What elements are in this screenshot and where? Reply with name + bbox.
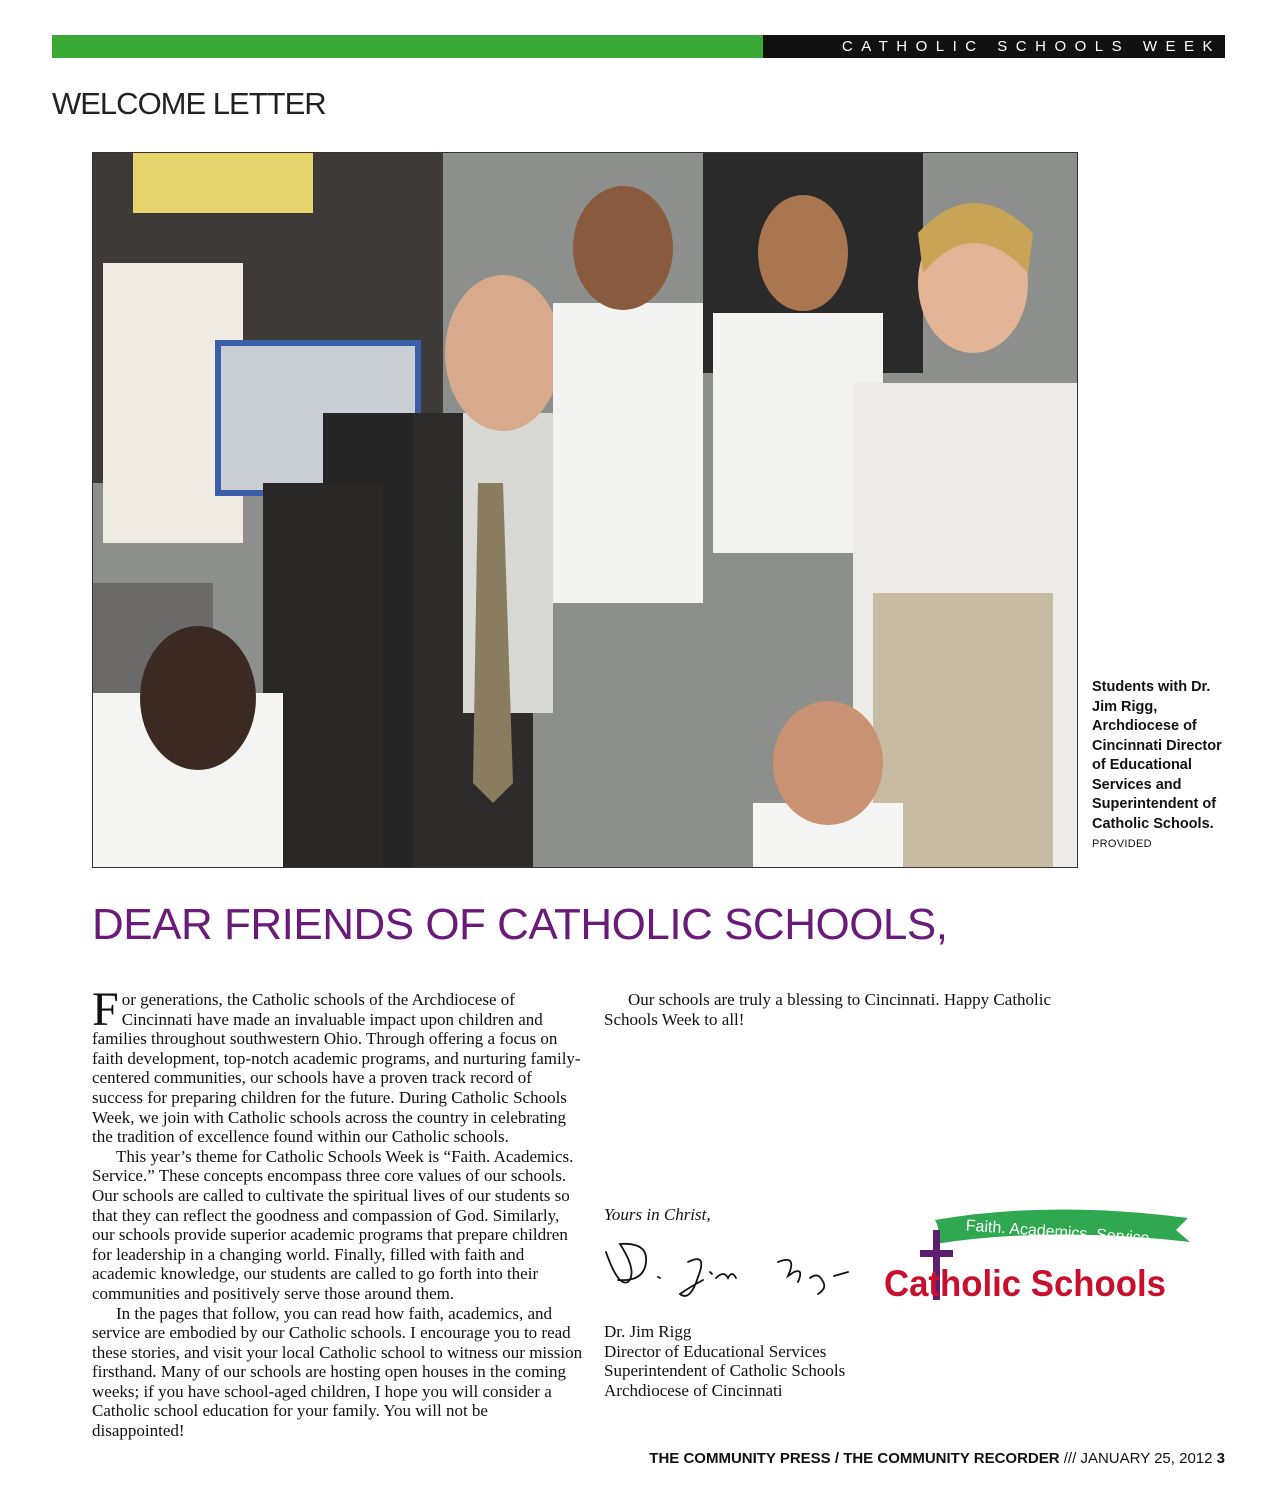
paragraph-1 [92, 983, 584, 1147]
group-photo [92, 152, 1078, 868]
logo-wordmark: Catholic Schools [884, 1263, 1166, 1304]
drop-cap: F [92, 983, 119, 1036]
article-column-1 [92, 983, 584, 1441]
photo-caption [1092, 678, 1234, 855]
signer-title-2: Superintendent of Catholic Schools [604, 1361, 846, 1381]
paragraph-1-text: or generations, the Catholic schools of the Archdiocese of Cincinnati have made an invaluable impact upon children and families throughout southwestern Ohio. Through offering a focus on faith development, top-notch academic programs, and nurturing family-centered communities, our schools have a proven track record of success for preparing children for the future. During Catholic Schools Week, we join with Catholic schools across the country in celebrating the tradition of excellence found within our Catholic schools. [92, 990, 581, 1147]
page-footer [649, 1450, 1225, 1467]
photo-credit: PROVIDED [1092, 838, 1152, 850]
section-title: WELCOME LETTER [52, 86, 326, 121]
closing-line: Yours in Christ, [604, 1205, 711, 1224]
paragraph-4: Our schools are truly a blessing to Cincinnati. Happy Catholic Schools Week to all! [604, 990, 1052, 1029]
signature-block [604, 1322, 845, 1400]
green-bar [52, 35, 763, 58]
article-column-2 [604, 990, 1104, 1029]
publication-name: THE COMMUNITY PRESS / THE COMMUNITY RECORDER [649, 1450, 1060, 1467]
signer-title-1: Director of Educational Services [604, 1341, 827, 1361]
signature [598, 1232, 858, 1312]
page-number: 3 [1216, 1450, 1225, 1467]
signer-org: Archdiocese of Cincinnati [604, 1380, 783, 1400]
footer-separator: /// [1063, 1450, 1077, 1467]
paragraph-3: In the pages that follow, you can read how faith, academics, and service are embodied by our Catholic schools. I encourage you to read these stories, and visit your local Catholic school to witness our mission firsthand. Many of our schools are hosting open houses in the coming weeks; if you have school-aged children, I hope you will consider a Catholic school education for your family. You will not be disappointed! [92, 1303, 583, 1441]
caption-text: Students with Dr. Jim Rigg, Archdiocese of Cincinnati Director of Educational Services and Superintendent of Catholic Schools. [1092, 679, 1222, 832]
ribbon-text: Faith. Academics. Service. [965, 1217, 1155, 1248]
catholic-schools-logo [880, 1200, 1200, 1310]
issue-date: JANUARY 25, 2012 [1080, 1450, 1213, 1467]
paragraph-2: This year’s theme for Catholic Schools Week is “Faith. Academics. Service.” These concepts encompass three core values of our schools. Our schools are called to cultivate the spiritual lives of our students so that they can reflect the goodness and compassion of God. Similarly, our schools provide superior academic programs that prepare children for leadership in a changing world. Finally, filled with faith and academic knowledge, our students are called to go forth into their communities and positively serve those around them. [92, 1146, 574, 1303]
section-header-bar [52, 35, 1225, 58]
photo-illustration [93, 153, 1077, 867]
section-label: CATHOLIC SCHOOLS WEEK [763, 35, 1225, 58]
headline: DEAR FRIENDS OF CATHOLIC SCHOOLS, [92, 900, 948, 949]
signer-name: Dr. Jim Rigg [604, 1322, 692, 1341]
cross-horizontal [920, 1250, 953, 1257]
